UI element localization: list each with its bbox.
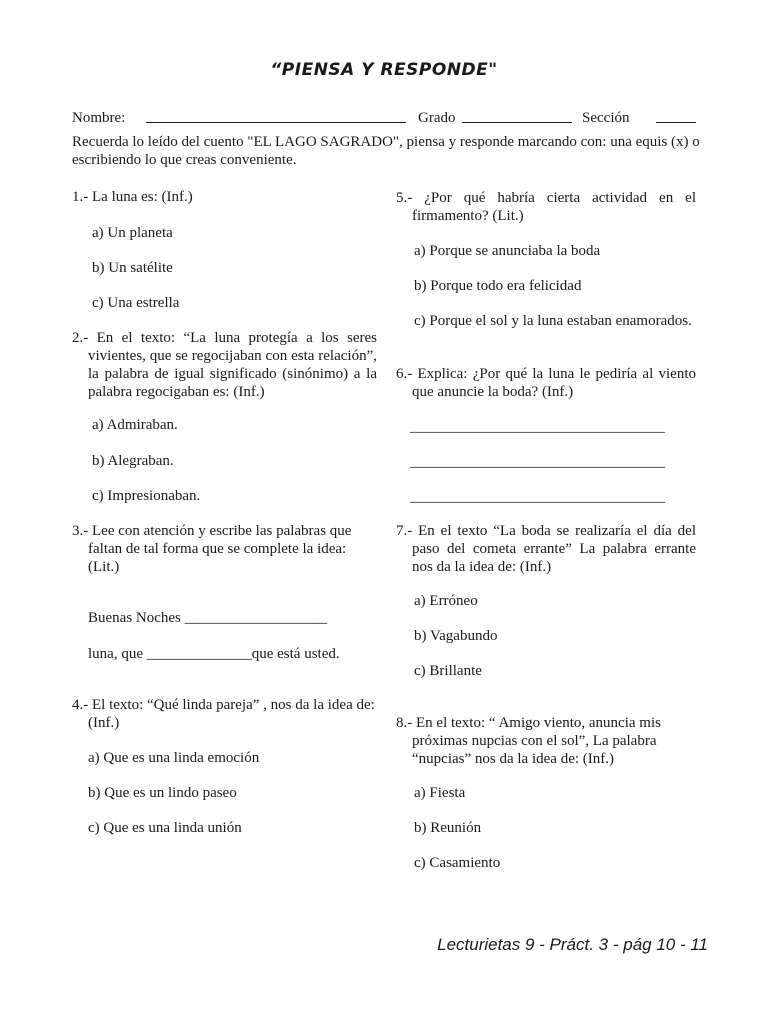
q5-option-c[interactable]: c) Porque el sol y la luna estaban enamorados. bbox=[414, 313, 692, 329]
q1-option-a[interactable]: a) Un planeta bbox=[92, 225, 173, 241]
question-4 bbox=[72, 696, 377, 732]
question-8 bbox=[396, 714, 696, 768]
question-2 bbox=[72, 329, 377, 401]
q1-option-c[interactable]: c) Una estrella bbox=[92, 295, 180, 311]
q1-option-b[interactable]: b) Un satélite bbox=[92, 260, 173, 276]
q6-answer-line-1[interactable]: __________________________________ bbox=[410, 419, 665, 435]
q8-option-c[interactable]: c) Casamiento bbox=[414, 855, 501, 871]
question-1-text: 1.- La luna es: (Inf.) bbox=[72, 189, 193, 205]
q5-option-a[interactable]: a) Porque se anunciaba la boda bbox=[414, 243, 601, 259]
question-4-text: 4.- El texto: “Qué linda pareja” , nos da la idea de: (Inf.) bbox=[72, 697, 375, 731]
question-3 bbox=[72, 522, 377, 576]
question-6-text: 6.- Explica: ¿Por qué la luna le pediría al viento que anuncie la boda? (Inf.) bbox=[396, 366, 696, 400]
q7-option-c[interactable]: c) Brillante bbox=[414, 663, 482, 679]
q3-fill-line-2[interactable]: luna, que ______________que está usted. bbox=[88, 646, 340, 662]
q4-option-c[interactable]: c) Que es una linda unión bbox=[88, 820, 242, 836]
question-5-text: 5.- ¿Por qué habría cierta actividad en el firmamento? (Lit.) bbox=[396, 190, 696, 224]
q8-option-b[interactable]: b) Reunión bbox=[414, 820, 482, 836]
q8-option-a[interactable]: a) Fiesta bbox=[414, 785, 466, 801]
q2-option-b[interactable]: b) Alegraban. bbox=[92, 453, 174, 469]
question-1 bbox=[72, 188, 372, 206]
nombre-field[interactable] bbox=[146, 122, 406, 123]
q6-answer-line-2[interactable]: __________________________________ bbox=[410, 454, 665, 470]
q4-option-a[interactable]: a) Que es una linda emoción bbox=[88, 750, 260, 766]
question-8-text: 8.- En el texto: “ Amigo viento, anuncia mis próximas nupcias con el sol”, La palabra “nupcias” nos da la idea de: (Inf.) bbox=[396, 715, 661, 767]
grado-field[interactable] bbox=[462, 122, 572, 123]
q5-option-c-wrap bbox=[414, 312, 696, 330]
q7-option-b[interactable]: b) Vagabundo bbox=[414, 628, 498, 644]
nombre-label: Nombre: bbox=[72, 110, 126, 126]
question-5 bbox=[396, 189, 696, 225]
question-2-text: 2.- En el texto: “La luna protegía a los seres vivientes, que se regocijaban con esta relación”, la palabra de igual significado (sinónimo) a la palabra regocigaban es: (Inf.) bbox=[72, 330, 377, 400]
page-footer: Lecturietas 9 - Práct. 3 - pág 10 - 11 bbox=[437, 935, 708, 954]
q2-option-a[interactable]: a) Admiraban. bbox=[92, 417, 178, 433]
q3-fill-line-1[interactable]: Buenas Noches ___________________ bbox=[88, 610, 328, 626]
grado-label: Grado bbox=[418, 110, 456, 126]
q6-answer-line-3[interactable]: __________________________________ bbox=[410, 489, 665, 505]
seccion-field[interactable] bbox=[656, 122, 696, 123]
question-7-text: 7.- En el texto “La boda se realizaría el día del paso del cometa errante” La palabra errante nos da la idea de: (Inf.) bbox=[396, 523, 696, 575]
q7-option-a[interactable]: a) Erróneo bbox=[414, 593, 478, 609]
seccion-label: Sección bbox=[582, 110, 630, 126]
question-7 bbox=[396, 522, 696, 576]
instructions: Recuerda lo leído del cuento "EL LAGO SAGRADO", piensa y responde marcando con: una equis (x) o escribiendo lo que creas conveniente. bbox=[72, 134, 700, 168]
question-3-text: 3.- Lee con atención y escribe las palabras que faltan de tal forma que se complete la idea: (Lit.) bbox=[72, 523, 352, 575]
page-title: “PIENSA Y RESPONDE" bbox=[270, 60, 498, 80]
q4-option-b[interactable]: b) Que es un lindo paseo bbox=[88, 785, 237, 801]
q5-option-b[interactable]: b) Porque todo era felicidad bbox=[414, 278, 582, 294]
q2-option-c[interactable]: c) Impresionaban. bbox=[92, 488, 201, 504]
question-6 bbox=[396, 365, 696, 401]
